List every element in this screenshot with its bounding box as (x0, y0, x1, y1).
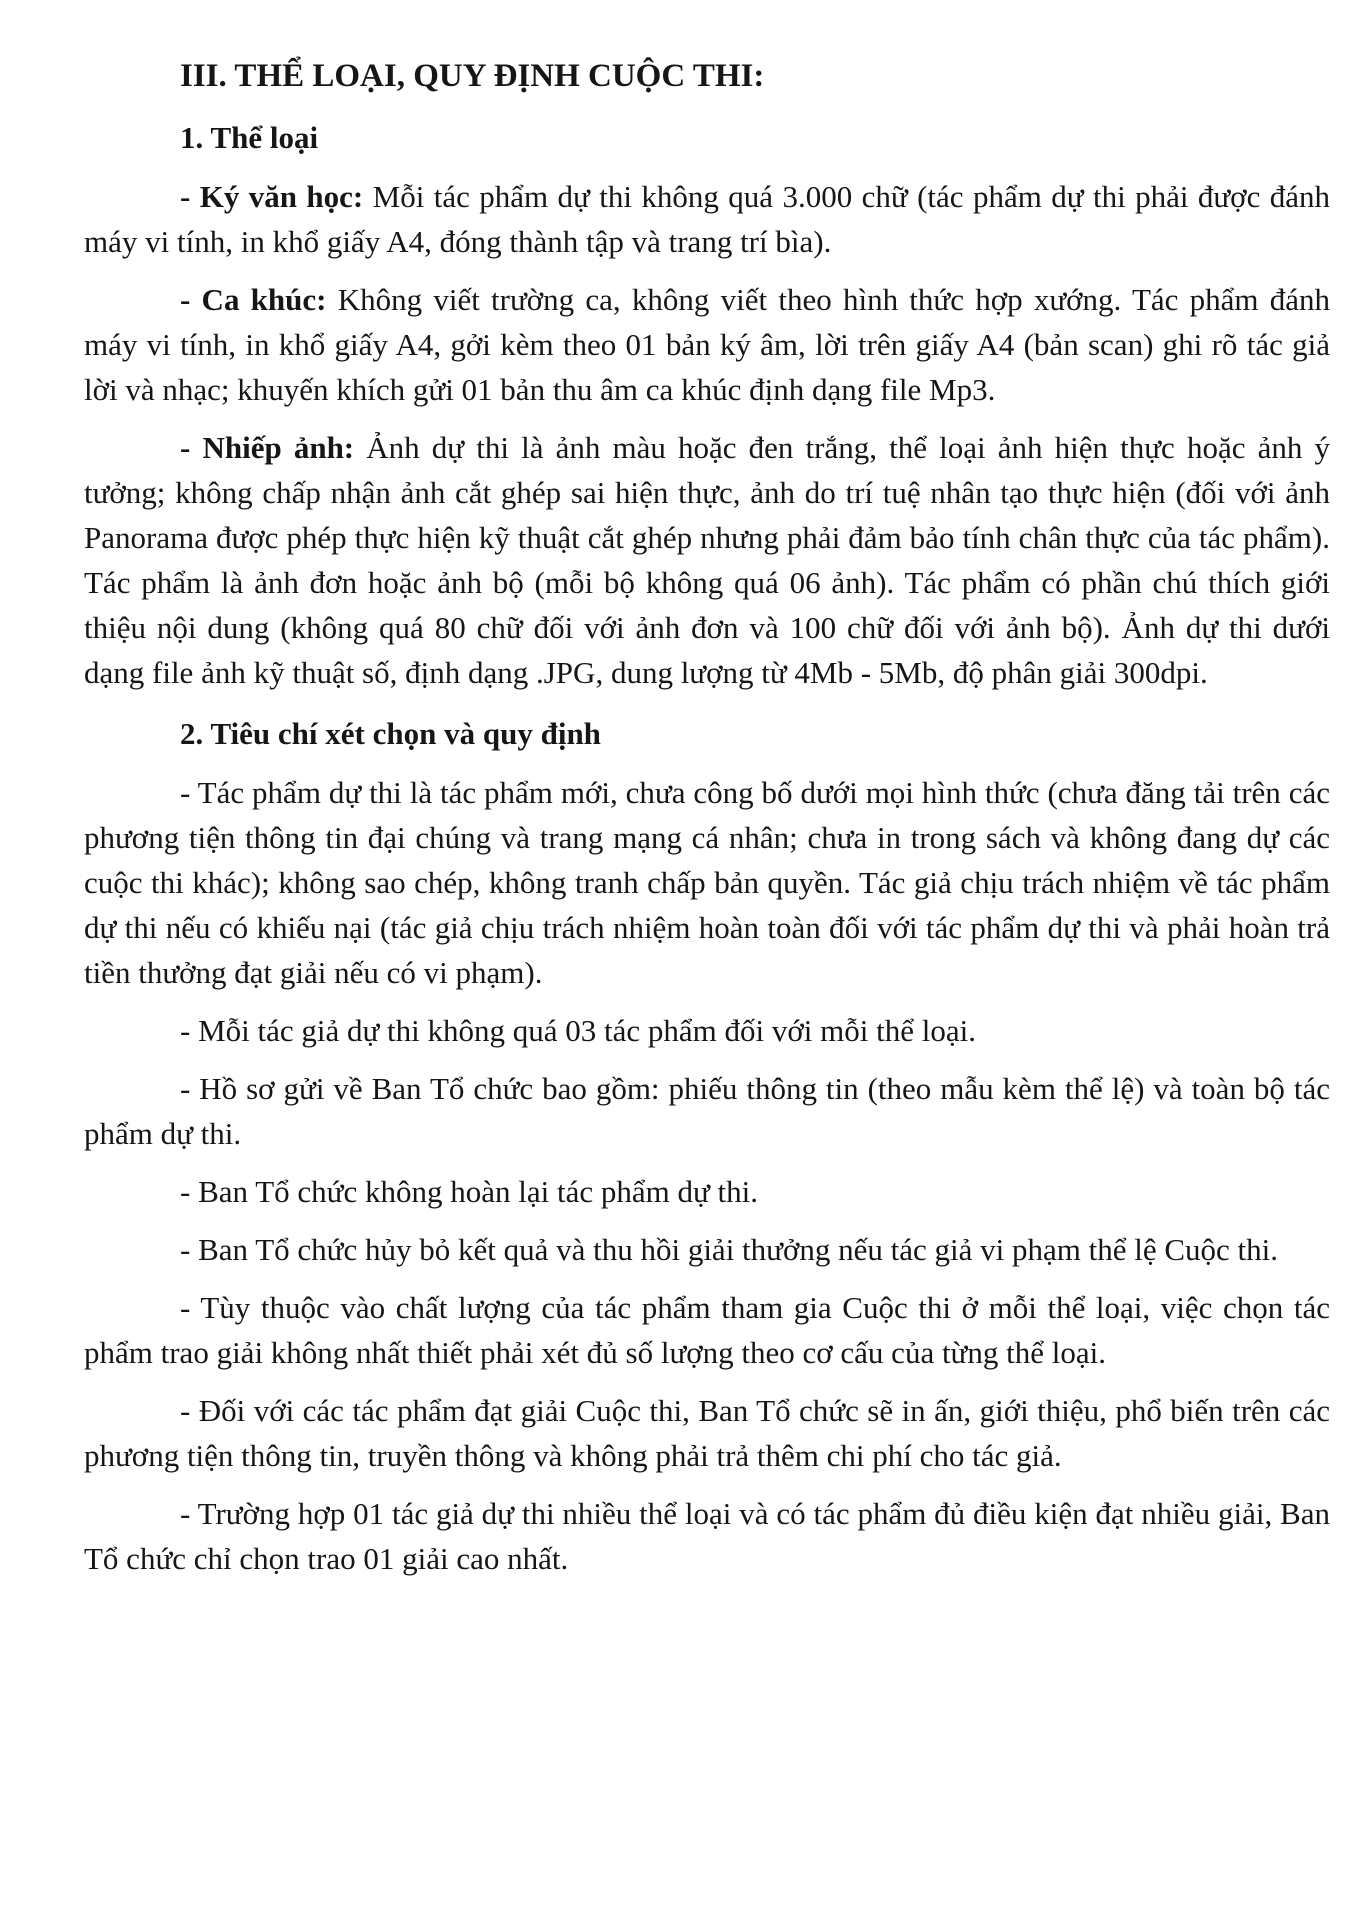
criteria-paragraph: - Đối với các tác phẩm đạt giải Cuộc thi, Ban Tổ chức sẽ in ấn, giới thiệu, phổ biến trên các phương tiện thông tin, truyền thông và không phải trả thêm chi phí cho tác giả. (84, 1393, 1330, 1473)
document-page (84, 50, 1330, 1594)
criteria-paragraph: - Ban Tổ chức hủy bỏ kết quả và thu hồi giải thưởng nếu tác giả vi phạm thể lệ Cuộc thi. (180, 1232, 1279, 1267)
criteria-paragraph: - Trường hợp 01 tác giả dự thi nhiều thể loại và có tác phẩm đủ điều kiện đạt nhiều giải, Ban Tổ chức chỉ chọn trao 01 giải cao nhất. (84, 1496, 1330, 1576)
genre-photo (84, 425, 1330, 695)
genre-label: - Ký văn học: (180, 179, 364, 214)
subsection-title-genres: 1. Thể loại (180, 120, 319, 155)
genre-song (84, 277, 1330, 412)
criteria-paragraph: - Tác phẩm dự thi là tác phẩm mới, chưa công bố dưới mọi hình thức (chưa đăng tải trên các phương tiện thông tin đại chúng và trang mạng cá nhân; chưa in trong sách và không đang dự các cuộc thi khác); không sao chép, không tranh chấp bản quyền. Tác giả chịu trách nhiệm về tác phẩm dự thi nếu có khiếu nại (tác giả chịu trách nhiệm hoàn toàn đối với tác phẩm dự thi và phải hoàn trả tiền thưởng đạt giải nếu có vi phạm). (84, 775, 1330, 990)
criteria-paragraph: - Hồ sơ gửi về Ban Tổ chức bao gồm: phiếu thông tin (theo mẫu kèm thể lệ) và toàn bộ tác phẩm dự thi. (84, 1071, 1330, 1151)
genre-text: Mỗi tác phẩm dự thi không quá 3.000 chữ (tác phẩm dự thi phải được đánh máy vi tính, in khổ giấy A4, đóng thành tập và trang trí bìa). (84, 179, 1331, 259)
section-title: III. THỂ LOẠI, QUY ĐỊNH CUỘC THI: (180, 58, 765, 94)
genre-label: - Nhiếp ảnh: (180, 430, 355, 465)
subsection-title-criteria: 2. Tiêu chí xét chọn và quy định (180, 716, 601, 751)
genre-text: Ảnh dự thi là ảnh màu hoặc đen trắng, thể loại ảnh hiện thực hoặc ảnh ý tưởng; không chấp nhận ảnh cắt ghép sai hiện thực, ảnh do trí tuệ nhân tạo thực hiện (đối với ảnh Panorama được phép thực hiện kỹ thuật cắt ghép nhưng phải đảm bảo tính chân thực của tác phẩm). Tác phẩm là ảnh đơn hoặc ảnh bộ (mỗi bộ không quá 06 ảnh). Tác phẩm có phần chú thích giới thiệu nội dung (không quá 80 chữ đối với ảnh đơn và 100 chữ đối với ảnh bộ). Ảnh dự thi dưới dạng file ảnh kỹ thuật số, định dạng .JPG, dung lượng từ 4Mb - 5Mb, độ phân giải 300dpi. (84, 430, 1330, 690)
criteria-paragraph: - Mỗi tác giả dự thi không quá 03 tác phẩm đối với mỗi thể loại. (180, 1013, 976, 1048)
criteria-paragraph: - Tùy thuộc vào chất lượng của tác phẩm tham gia Cuộc thi ở mỗi thể loại, việc chọn tác phẩm trao giải không nhất thiết phải xét đủ số lượng theo cơ cấu của từng thể loại. (84, 1290, 1330, 1370)
genre-literary (84, 174, 1330, 264)
genre-label: - Ca khúc: (180, 282, 327, 317)
criteria-paragraph: - Ban Tổ chức không hoàn lại tác phẩm dự thi. (180, 1174, 758, 1209)
genre-text: Không viết trường ca, không viết theo hình thức hợp xướng. Tác phẩm đánh máy vi tính, in khổ giấy A4, gởi kèm theo 01 bản ký âm, lời trên giấy A4 (bản scan) ghi rõ tác giả lời và nhạc; khuyến khích gửi 01 bản thu âm ca khúc định dạng file Mp3. (84, 282, 1331, 407)
